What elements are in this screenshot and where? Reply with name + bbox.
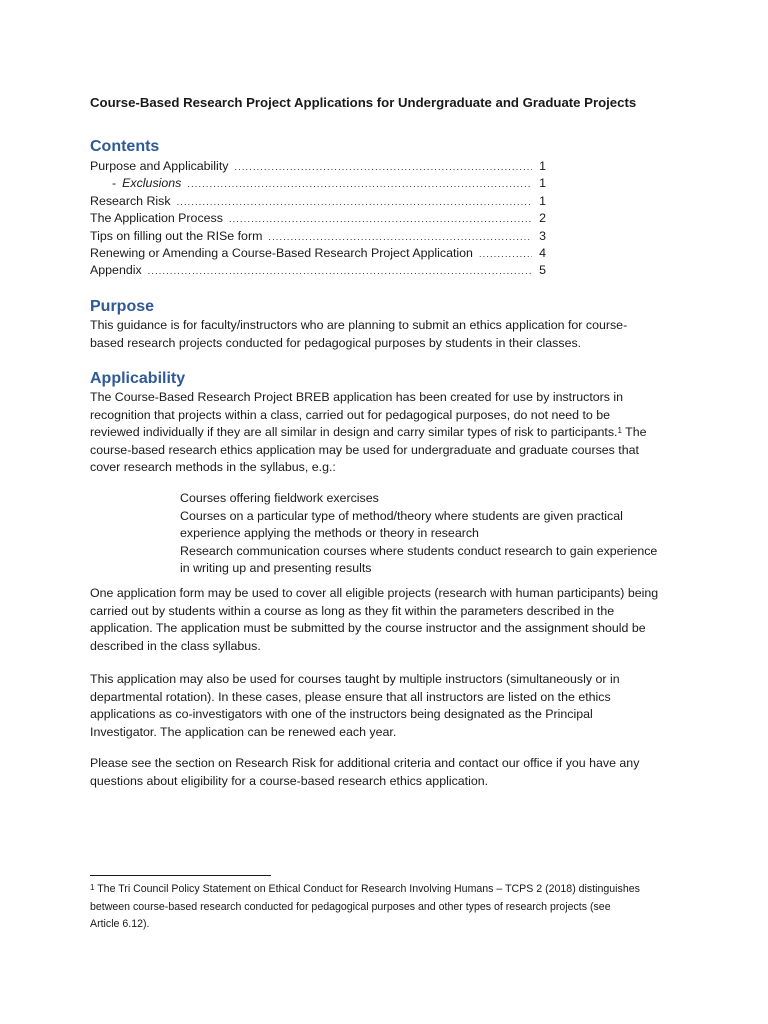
paragraph-line: Investigator. The application can be renewed each year. (90, 724, 397, 739)
toc-page-number: 2 (539, 211, 546, 226)
list-item-line: in writing up and presenting results (180, 561, 372, 576)
paragraph-line: based research projects conducted for pedagogical purposes by students in their classes. (90, 335, 582, 350)
paragraph-line: carried out by students within a course as long as they fit within the parameters described in the (90, 603, 615, 618)
applicability-paragraph-2 (90, 585, 682, 655)
paragraph-line: applications as co-investigators with one of the instructors being designated as the Principal (90, 707, 593, 722)
paragraph-line: Please see the section on Research Risk for additional criteria and contact our office if you have any (90, 756, 640, 770)
paragraph-line: cover research methods in the syllabus, e.g.: (90, 460, 336, 475)
document-title: Course-Based Research Project Applications for Undergraduate and Graduate Projects (90, 95, 637, 110)
footnote-line (90, 881, 690, 899)
toc-entry-tips-rise-form[interactable] (90, 228, 546, 245)
toc-entry-label: Renewing or Amending a Course-Based Research Project Application (90, 245, 473, 260)
toc-page-number: 1 (539, 176, 546, 191)
toc-entry-label: Appendix (90, 263, 142, 278)
toc-dash: - (112, 176, 117, 191)
list-item (180, 490, 680, 508)
paragraph-line: questions about eligibility for a course-based research ethics application. (90, 773, 489, 788)
footnote-line: Article 6.12). (90, 918, 150, 931)
toc-entry-renewing-amending[interactable] (90, 245, 546, 262)
paragraph-line: This guidance is for faculty/instructors who are planning to submit an ethics application for course- (90, 318, 628, 332)
paragraph-line: This application may also be used for courses taught by multiple instructors (simultaneously or in (90, 672, 620, 686)
toc-entry-label: Research Risk (90, 193, 171, 208)
paragraph-text: reviewed individually if they are all similar in design and carry similar types of risk to participants. (90, 425, 618, 440)
applicability-intro-paragraph (90, 389, 682, 477)
paragraph-text: The (621, 425, 647, 440)
toc-entry-exclusions[interactable] (90, 175, 546, 192)
toc-page-number: 3 (539, 228, 546, 243)
toc-leader (268, 229, 532, 246)
toc-leader (148, 263, 532, 280)
toc-leader (187, 176, 532, 193)
contents-heading: Contents (90, 138, 160, 155)
course-type-list (180, 490, 680, 578)
list-item-line: experience applying the methods or theory in research (180, 526, 479, 541)
table-of-contents (90, 158, 546, 280)
toc-entry-label: Exclusions (122, 176, 182, 191)
toc-entry-label: Tips on filling out the RISe form (90, 228, 263, 243)
toc-page-number: 1 (539, 193, 546, 208)
toc-page-number: 4 (539, 245, 546, 260)
toc-entry-label: Purpose and Applicability (90, 159, 229, 173)
paragraph-line (90, 424, 682, 442)
list-item (180, 508, 680, 543)
toc-entry-research-risk[interactable] (90, 193, 546, 210)
paragraph-line: application. The application must be submitted by the course instructor and the assignment should be (90, 621, 646, 636)
toc-leader (229, 211, 532, 228)
paragraph-line: One application form may be used to cover all eligible projects (research with human participants) being (90, 586, 659, 600)
list-item-line: Research communication courses where students conduct research to gain experience (180, 543, 658, 558)
toc-leader (177, 194, 532, 211)
footnote-line: between course-based research conducted for pedagogical purposes and other types of research projects (see (90, 900, 611, 913)
paragraph-line: departmental rotation). In these cases, please ensure that all instructors are listed on the ethics (90, 689, 611, 704)
applicability-heading: Applicability (90, 370, 186, 387)
purpose-paragraph (90, 317, 682, 352)
list-item (180, 543, 680, 578)
footnote-text: The Tri Council Policy Statement on Ethical Conduct for Research Involving Humans – TCPS 2 (2018) distinguishes (94, 883, 640, 895)
toc-page-number: 1 (539, 159, 546, 173)
footnote-marker: 1 (90, 883, 95, 892)
applicability-paragraph-3 (90, 671, 682, 741)
purpose-heading: Purpose (90, 298, 155, 315)
toc-entry-label: The Application Process (90, 211, 223, 226)
paragraph-line: course-based research ethics application may be used for undergraduate and graduate courses that (90, 442, 639, 457)
toc-entry-appendix[interactable] (90, 262, 546, 279)
toc-entry-purpose-applicability[interactable] (90, 158, 546, 175)
toc-page-number: 5 (539, 263, 546, 278)
list-item-line: Courses on a particular type of method/theory where students are given practical (180, 508, 623, 523)
toc-entry-application-process[interactable] (90, 210, 546, 227)
toc-leader (479, 246, 532, 263)
paragraph-line: The Course-Based Research Project BREB application has been created for use by instructors in (90, 390, 624, 404)
applicability-paragraph-4 (90, 755, 682, 790)
paragraph-line: described in the class syllabus. (90, 638, 261, 653)
footnote-divider (90, 875, 271, 876)
footnote-reference[interactable]: 1 (617, 426, 622, 436)
footnote (90, 881, 690, 934)
list-item-line: Courses offering fieldwork exercises (180, 491, 379, 505)
toc-leader (234, 159, 532, 176)
paragraph-line: recognition that projects within a class, carried out for pedagogical purposes, do not need to be (90, 407, 611, 422)
